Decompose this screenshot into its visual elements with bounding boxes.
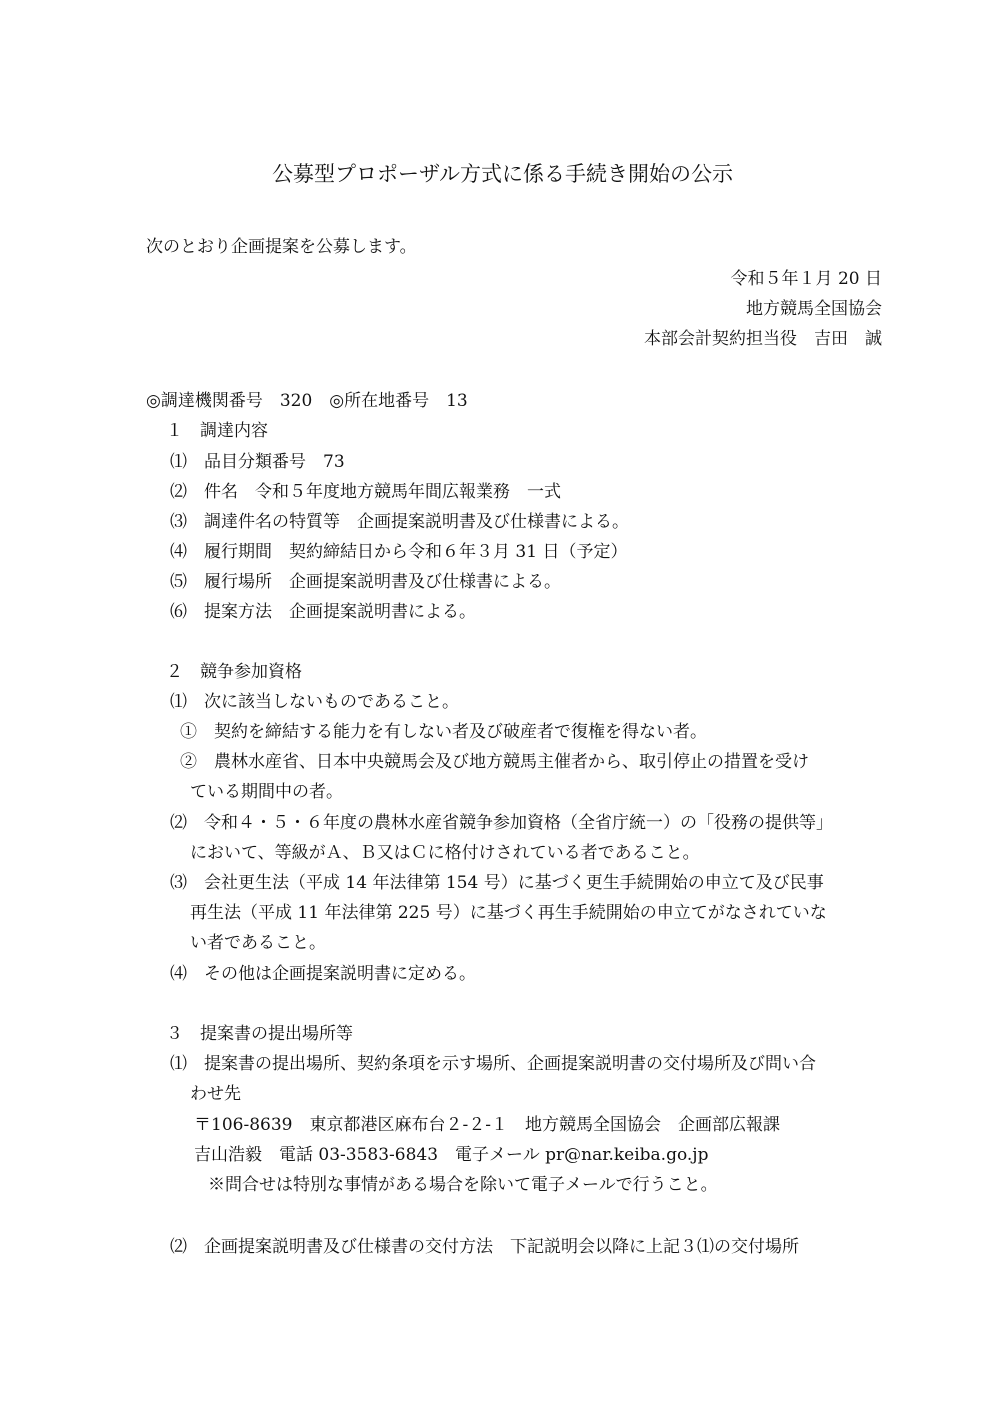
section-3-item: ⑴ 提案書の提出場所、契約条項を示す場所、企画提案説明書の交付場所及び問い合 <box>170 1054 816 1074</box>
issuing-organization: 地方競馬全国協会 <box>746 299 882 319</box>
inquiry-note: ※問合せは特別な事情がある場合を除いて電子メールで行うこと。 <box>208 1175 718 1195</box>
page-title: 公募型プロポーザル方式に係る手続き開始の公示 <box>272 162 733 186</box>
section-2-item-cont: い者であること。 <box>190 933 326 953</box>
section-2-item-cont: において、等級がＡ、Ｂ又はＣに格付けされている者であること。 <box>190 843 700 863</box>
section-1-item: ⑷ 履行期間 契約締結日から令和６年３月 31 日（予定） <box>170 542 628 562</box>
section-2-item: ⑷ その他は企画提案説明書に定める。 <box>170 964 476 984</box>
section-2-item-cont: 再生法（平成 11 年法律第 225 号）に基づく再生手続開始の申立てがなされていな <box>190 903 827 923</box>
issue-date: 令和５年１月 20 日 <box>730 269 882 289</box>
section-1-item: ⑹ 提案方法 企画提案説明書による。 <box>170 602 476 622</box>
section-2-subitem: ② 農林水産省、日本中央競馬会及び地方競馬主催者から、取引停止の措置を受け <box>180 752 809 772</box>
section-2-item: ⑵ 令和４・５・６年度の農林水産省競争参加資格（全省庁統一）の「役務の提供等」 <box>170 813 833 833</box>
contact-person: 吉山浩毅 電話 03‐3583‐6843 電子メール pr@nar.keiba.go.jp <box>194 1145 709 1165</box>
section-3-heading: ３ 提案書の提出場所等 <box>166 1024 353 1044</box>
section-2-item: ⑶ 会社更生法（平成 14 年法律第 154 号）に基づく更生手続開始の申立て及び民事 <box>170 873 824 893</box>
section-1-item: ⑸ 履行場所 企画提案説明書及び仕様書による。 <box>170 572 561 592</box>
section-2-subitem: ① 契約を締結する能力を有しない者及び破産者で復権を得ない者。 <box>180 722 707 742</box>
section-3-item: ⑵ 企画提案説明書及び仕様書の交付方法 下記説明会以降に上記３⑴の交付場所 <box>170 1237 799 1257</box>
procurement-codes: ◎調達機関番号 320 ◎所在地番号 13 <box>146 391 468 411</box>
contract-officer: 本部会計契約担当役 吉田 誠 <box>644 329 882 349</box>
section-2-subitem-cont: ている期間中の者。 <box>190 782 343 802</box>
section-1-item: ⑶ 調達件名の特質等 企画提案説明書及び仕様書による。 <box>170 512 629 532</box>
contact-address: 〒106-8639 東京都港区麻布台２‐２‐１ 地方競馬全国協会 企画部広報課 <box>194 1115 780 1135</box>
section-1-item: ⑵ 件名 令和５年度地方競馬年間広報業務 一式 <box>170 482 561 502</box>
section-2-heading: ２ 競争参加資格 <box>166 662 302 682</box>
section-3-item-cont: わせ先 <box>190 1084 241 1104</box>
section-1-item: ⑴ 品目分類番号 73 <box>170 452 345 472</box>
section-2-item: ⑴ 次に該当しないものであること。 <box>170 692 459 712</box>
intro-text: 次のとおり企画提案を公募します。 <box>146 237 417 257</box>
section-1-heading: １ 調達内容 <box>166 421 268 441</box>
